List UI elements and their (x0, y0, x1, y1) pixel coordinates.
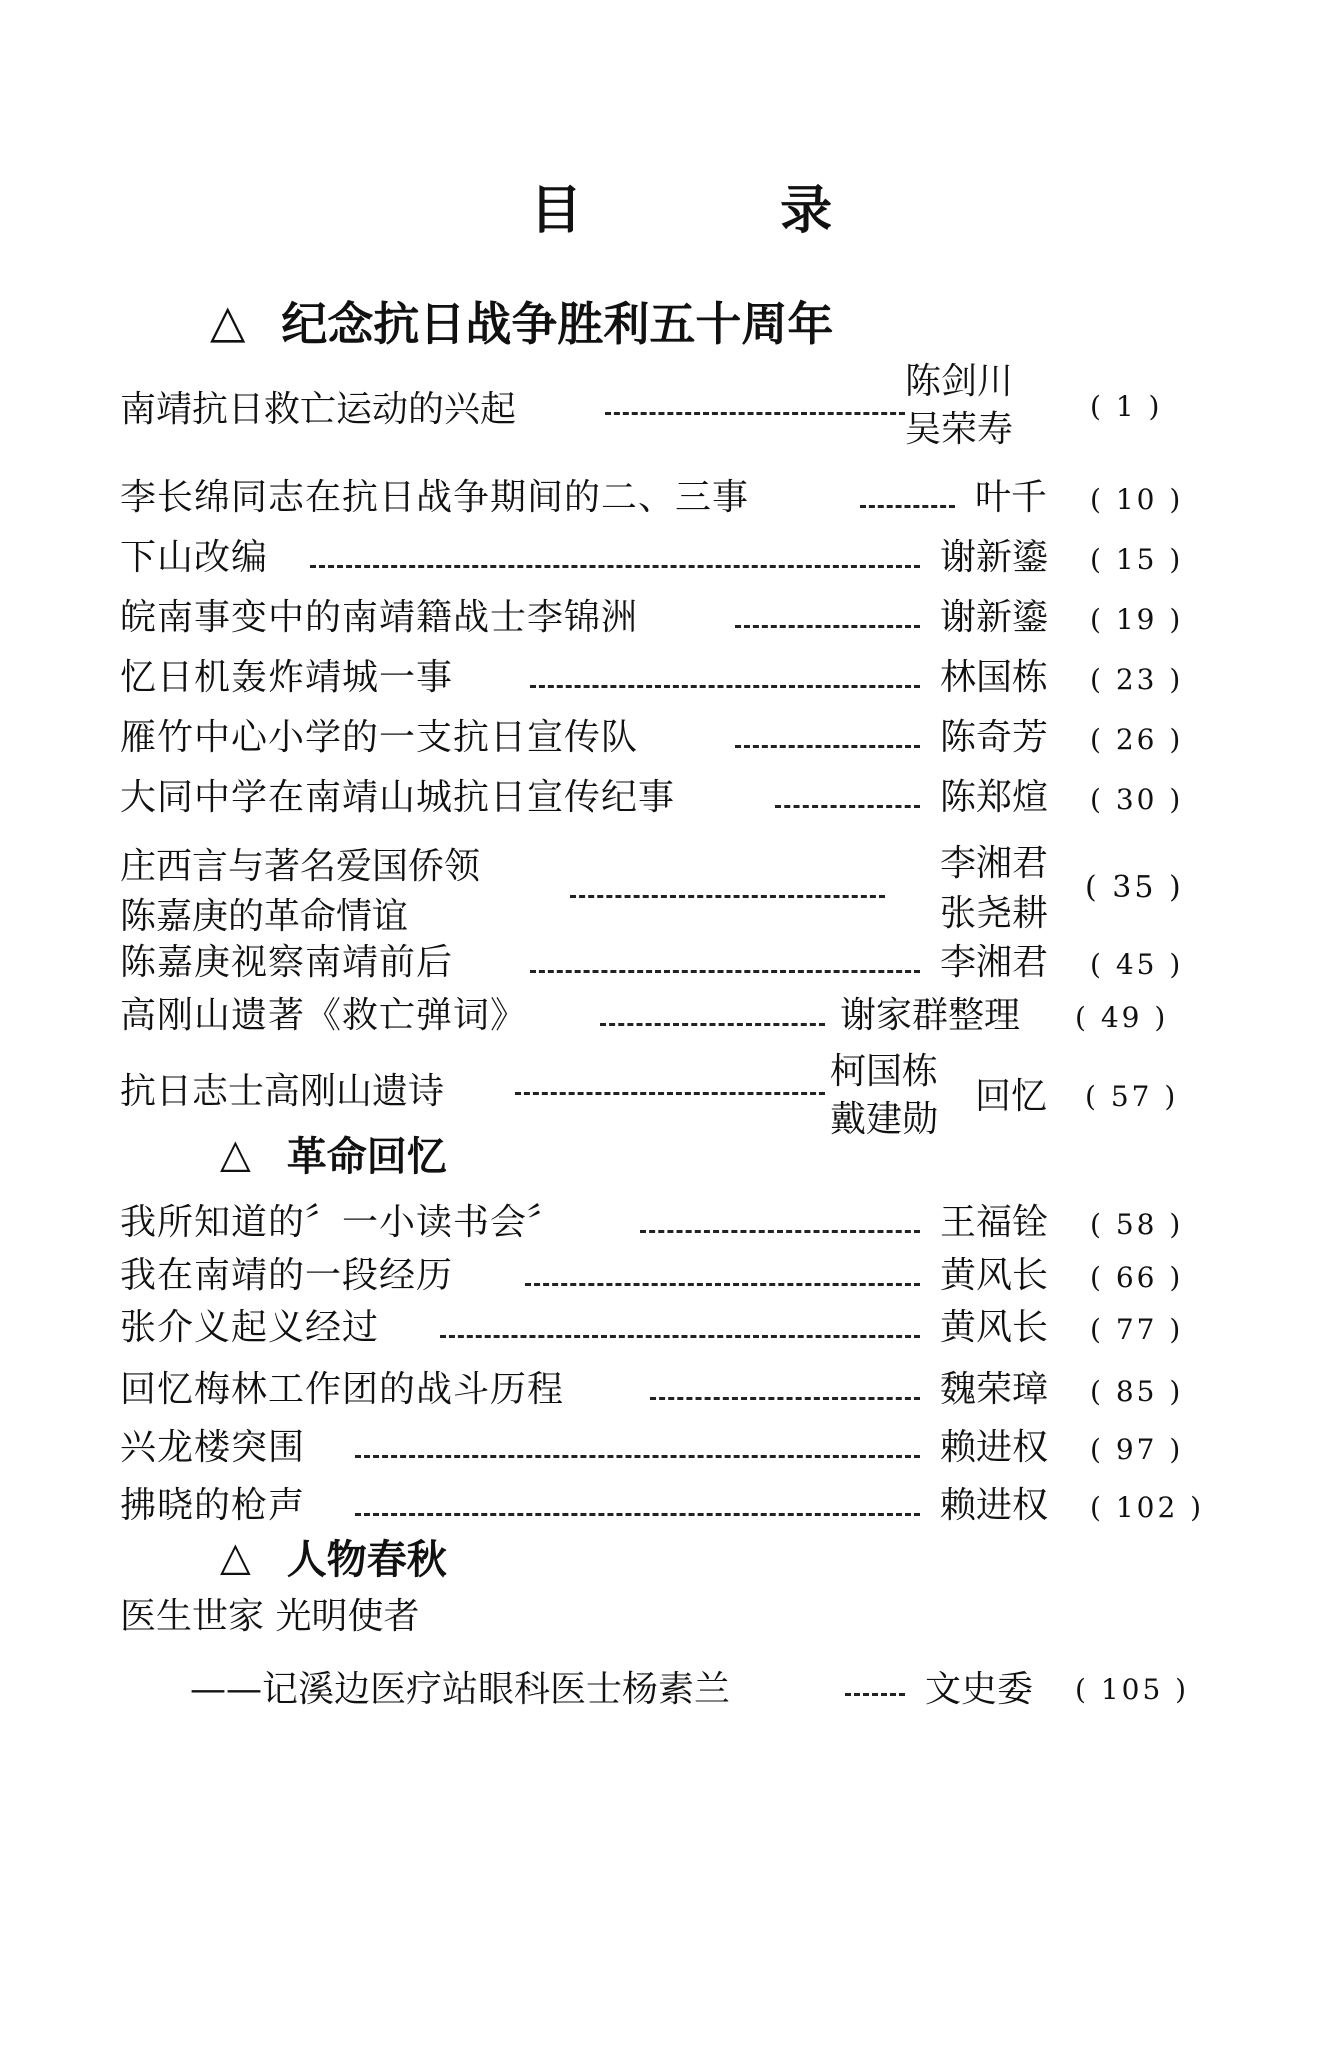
toc-entry[interactable] (0, 650, 1324, 710)
section-heading (220, 1125, 447, 1182)
page-title: 目 录 (530, 181, 923, 241)
entry-page: ( 85 ) (1090, 1375, 1184, 1408)
entry-author: 魏荣璋 (940, 1369, 1049, 1410)
entry-author: 林国栋 (940, 657, 1049, 698)
entry-page: ( 102 ) (1090, 1491, 1205, 1524)
entry-title: 医生世家 光明使者 (120, 1596, 420, 1637)
entry-title: 李长绵同志在抗日战争期间的二、三事 (120, 477, 750, 518)
entry-page: ( 57 ) (1085, 1080, 1179, 1113)
entry-author: 叶千 (975, 477, 1048, 518)
entry-title-line: 庄西言与著名爱国侨领 (120, 846, 481, 887)
entry-author: 王福铨 (940, 1202, 1049, 1243)
entry-page: ( 105 ) (1075, 1673, 1190, 1706)
triangle-icon: △ (220, 1130, 251, 1177)
entry-title: 我在南靖的一段经历 (120, 1255, 454, 1296)
toc-entry[interactable] (0, 590, 1324, 650)
toc-entry[interactable] (0, 988, 1324, 1048)
leader-dots (355, 1513, 920, 1516)
entry-page: ( 49 ) (1075, 1001, 1169, 1034)
entry-author: 谢新鎏 (940, 597, 1049, 638)
entry-title: 皖南事变中的南靖籍战士李锦洲 (120, 597, 639, 638)
toc-entry[interactable] (0, 1195, 1324, 1255)
entry-page: ( 1 ) (1090, 390, 1163, 423)
entry-title: 高刚山遗著《救亡弹词》 (120, 995, 528, 1036)
entry-author: 张尧耕 (940, 893, 1049, 934)
entry-page: ( 30 ) (1090, 783, 1184, 816)
entry-page: ( 77 ) (1090, 1313, 1184, 1346)
entry-title: 忆日机轰炸靖城一事 (120, 657, 454, 698)
leader-dots (860, 505, 955, 508)
leader-dots (735, 745, 920, 748)
entry-title: 回忆梅林工作团的战斗历程 (120, 1369, 565, 1410)
section-label: 革命回忆 (286, 1134, 447, 1180)
entry-title: 拂晓的枪声 (120, 1485, 306, 1526)
triangle-icon: △ (220, 1533, 251, 1580)
leader-dots (605, 412, 905, 415)
leader-dots (525, 1283, 920, 1286)
toc-entry[interactable] (0, 530, 1324, 590)
entry-page: ( 26 ) (1090, 723, 1184, 756)
toc-entry[interactable] (0, 935, 1324, 995)
leader-dots (845, 1693, 905, 1696)
entry-page: ( 15 ) (1090, 543, 1184, 576)
entry-title: 兴龙楼突围 (120, 1427, 306, 1468)
entry-page: ( 35 ) (1085, 870, 1184, 905)
toc-entry[interactable] (0, 710, 1324, 770)
entry-author: 李湘君 (940, 942, 1049, 983)
leader-dots (640, 1230, 920, 1233)
entry-page: ( 97 ) (1090, 1433, 1184, 1466)
section-heading (210, 288, 833, 354)
entry-author: 黄风长 (940, 1255, 1049, 1296)
leader-dots (515, 1092, 825, 1095)
entry-author: 吴荣寿 (905, 409, 1014, 450)
section-label: 人物春秋 (286, 1537, 447, 1583)
entry-page: ( 45 ) (1090, 948, 1184, 981)
entry-author: 文史委 (925, 1669, 1034, 1710)
entry-author: 赖进权 (940, 1427, 1049, 1468)
entry-title: 我所知道的〞一小读书会〞 (120, 1202, 565, 1243)
entry-title-line: 陈嘉庚的革命情谊 (120, 896, 409, 937)
leader-dots (600, 1023, 825, 1026)
entry-page: ( 10 ) (1090, 483, 1184, 516)
leader-dots (570, 895, 885, 898)
toc-entry[interactable] (0, 1478, 1324, 1538)
section-heading (220, 1528, 447, 1585)
entry-author: 赖进权 (940, 1485, 1049, 1526)
entry-subtitle: ——记溪边医疗站眼科医士杨素兰 (190, 1669, 731, 1710)
entry-page: ( 19 ) (1090, 603, 1184, 636)
leader-dots (310, 565, 920, 568)
entry-author: 李湘君 (940, 843, 1049, 884)
toc-entry[interactable] (0, 1420, 1324, 1480)
toc-entry[interactable] (0, 1362, 1324, 1422)
leader-dots (355, 1455, 920, 1458)
leader-dots (530, 685, 920, 688)
leader-dots (650, 1397, 920, 1400)
entry-author: 谢家群整理 (840, 995, 1021, 1036)
entry-title: 抗日志士高刚山遗诗 (120, 1071, 445, 1112)
entry-title: 雁竹中心小学的一支抗日宣传队 (120, 717, 639, 758)
entry-author: 陈郑煊 (940, 777, 1049, 818)
entry-author: 谢新鎏 (940, 537, 1049, 578)
entry-title: 大同中学在南靖山城抗日宣传纪事 (120, 777, 676, 818)
entry-title: 南靖抗日救亡运动的兴起 (120, 389, 517, 430)
entry-page: ( 66 ) (1090, 1261, 1184, 1294)
entry-title: 张介义起义经过 (120, 1307, 380, 1348)
entry-page: ( 58 ) (1090, 1208, 1184, 1241)
triangle-icon: △ (210, 294, 246, 348)
section-label: 纪念抗日战争胜利五十周年 (281, 297, 834, 351)
entry-title: 下山改编 (120, 537, 269, 578)
entry-author-suffix: 回忆 (975, 1076, 1048, 1117)
entry-author: 柯国栋 (830, 1051, 939, 1092)
toc-entry[interactable] (0, 470, 1324, 530)
entry-author: 陈剑川 (905, 361, 1014, 402)
toc-entry[interactable] (0, 1300, 1324, 1360)
leader-dots (735, 625, 920, 628)
leader-dots (440, 1335, 920, 1338)
toc-entry[interactable] (0, 770, 1324, 830)
entry-author: 黄风长 (940, 1307, 1049, 1348)
leader-dots (530, 970, 920, 973)
entry-author: 陈奇芳 (940, 717, 1049, 758)
entry-author: 戴建勋 (830, 1099, 939, 1140)
entry-page: ( 23 ) (1090, 663, 1184, 696)
entry-title: 陈嘉庚视察南靖前后 (120, 942, 454, 983)
leader-dots (775, 805, 920, 808)
